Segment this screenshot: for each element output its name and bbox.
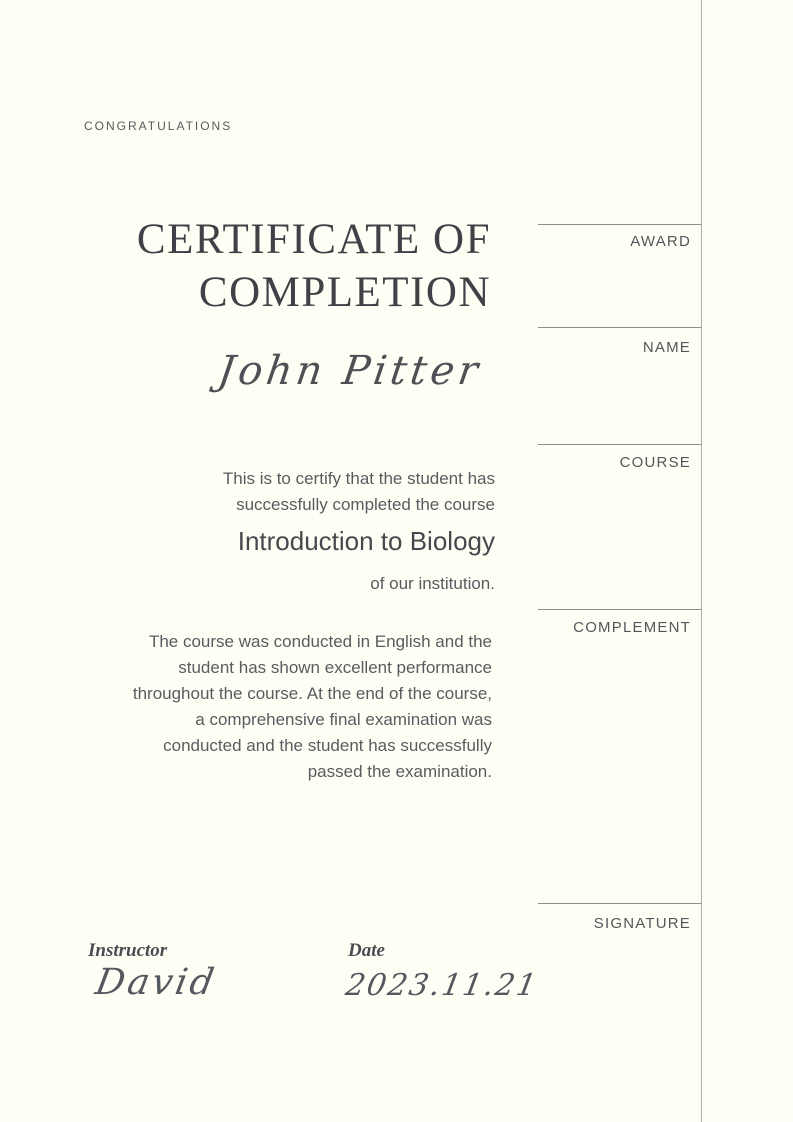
certify-line-2: successfully completed the course xyxy=(236,495,495,514)
field-label-signature: SIGNATURE xyxy=(593,915,691,932)
field-line-name xyxy=(538,327,701,328)
right-rail-divider xyxy=(701,0,702,1122)
congratulations-caption: CONGRATULATIONS xyxy=(84,119,233,133)
complement-line: conducted and the student has successfully xyxy=(163,736,492,755)
complement-line: throughout the course. At the end of the course, xyxy=(132,684,492,703)
field-label-course: COURSE xyxy=(619,454,691,471)
field-label-award: AWARD xyxy=(630,233,691,250)
field-line-complement xyxy=(538,609,701,610)
date-label: Date xyxy=(348,940,385,961)
course-name: Introduction to Biology xyxy=(237,526,495,556)
complement-line: The course was conducted in English and the xyxy=(148,632,492,651)
instructor-signature: David xyxy=(92,962,220,1003)
field-line-course xyxy=(538,444,701,445)
instructor-label: Instructor xyxy=(88,940,168,961)
certificate-title xyxy=(137,213,491,319)
institution-line: of our institution. xyxy=(370,574,495,593)
field-line-award xyxy=(538,224,701,225)
complement-line: student has shown excellent performance xyxy=(178,658,492,677)
field-label-name: NAME xyxy=(642,339,691,356)
certify-line-1: This is to certify that the student has xyxy=(222,469,495,488)
certificate-title-line-1: CERTIFICATE OF xyxy=(136,216,491,263)
complement-line: a comprehensive final examination was xyxy=(195,710,492,729)
certify-block xyxy=(223,466,495,597)
certificate-title-line-2: COMPLETION xyxy=(198,269,491,316)
complement-line: passed the examination. xyxy=(307,762,492,781)
field-line-signature xyxy=(538,903,701,904)
field-label-complement: COMPLEMENT xyxy=(573,619,691,636)
student-name-signature: John Pitter xyxy=(215,348,485,394)
date-value: 2023.11.21 xyxy=(342,968,541,1003)
complement-paragraph xyxy=(72,629,492,785)
